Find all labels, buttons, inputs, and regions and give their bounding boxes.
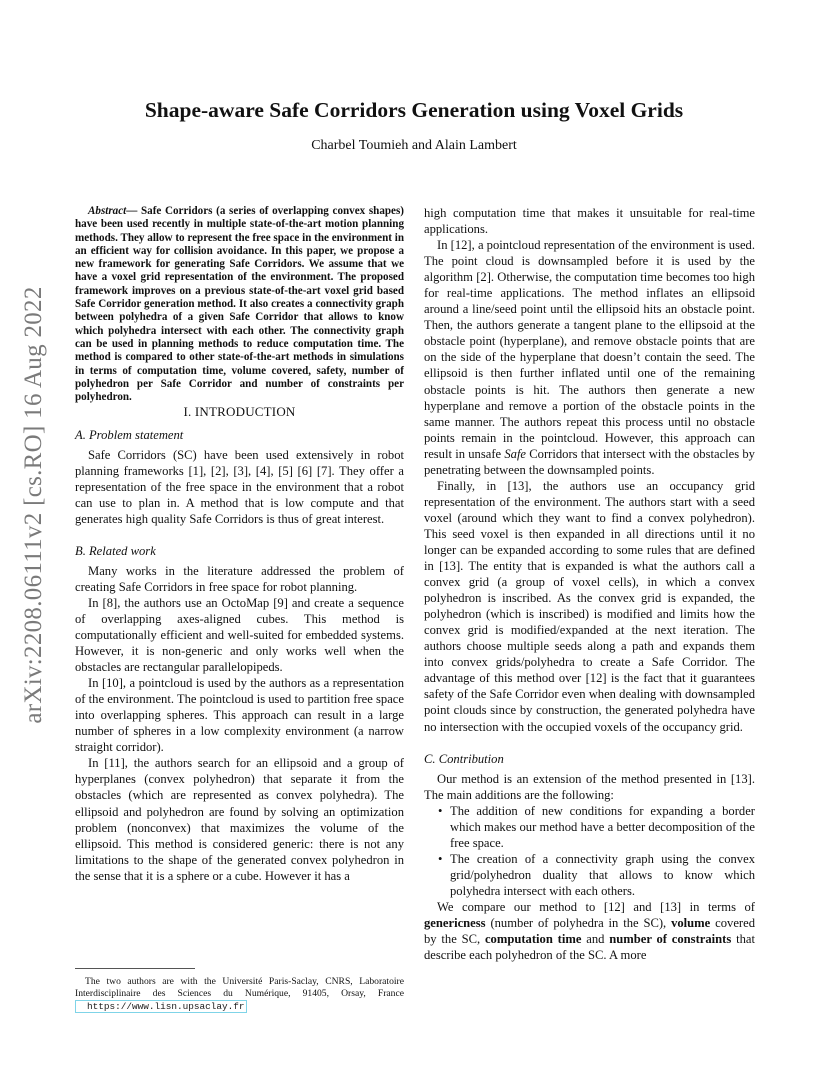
paragraph-text: Corridors that intersect with the obstacles by penetrating between the downsampled points. bbox=[424, 446, 755, 477]
arxiv-identifier: arXiv:2208.06111v2 [cs.RO] 16 Aug 2022 bbox=[20, 286, 47, 724]
section-heading-introduction: I. INTRODUCTION bbox=[183, 404, 296, 420]
paragraph bbox=[424, 237, 755, 478]
paragraph-text: that describe each polyhedron of the SC. A more bbox=[424, 932, 755, 963]
paragraph: Safe Corridors (SC) have been used extensively in robot planning frameworks [1], [2], [3], [4], [5] [6] [7]. They offer a representation of the free space in the environment that a robot can use to plan in. A method that is low compute and that generates high quality Safe Corridors is thus of great interest. bbox=[75, 447, 404, 526]
paper-authors: Charbel Toumieh and Alain Lambert bbox=[311, 138, 517, 153]
footnote-rule bbox=[75, 968, 195, 969]
paragraph: In [10], a pointcloud is used by the authors as a representation of the environment. The pointcloud is used to partition free space into overlapping spheres. This approach can result in a large number of spheres in a low complexity environment (a narrow straight corridor). bbox=[75, 676, 404, 755]
paragraph: In [8], the authors use an OctoMap [9] and create a sequence of overlapping axes-aligned cubes. This method is computationally efficient and well-suited for embedded systems. However, it is non-generic and only works well when the obstacles are rectangular parallelopipeds. bbox=[75, 595, 404, 675]
paragraph: Our method is an extension of the method presented in [13]. The main additions are the following: bbox=[424, 771, 755, 802]
left-column bbox=[75, 205, 404, 884]
right-column bbox=[424, 205, 755, 963]
bold-term: computation time bbox=[484, 932, 582, 947]
contribution-list bbox=[424, 803, 755, 899]
paragraph: Many works in the literature addressed the problem of creating Safe Corridors in free space for robot planning. bbox=[75, 563, 404, 594]
abstract-text: — Safe Corridors (a series of overlapping convex shapes) have been used recently in multiple state-of-the-art motion planning methods. They allow to represent the free space in the environment in an efficient way for collision avoidance. In this paper, we propose a new framework for generating Safe Corridors. We assume that we have a voxel grid representation of the environment. The proposed framework improves on a previous state-of-the-art voxel grid based Safe Corridor generation method. It also creates a connectivity graph between polyhedra of a given Safe Corridor that allows to know which polyhedra intersect with each other. The connectivity graph can be used in planning methods to reduce computation time. The method is compared to other state-of-the-art methods in simulations in terms of computation time, volume covered, safety, number of polyhedron per Safe Corridor and number of constraints per polyhedron. bbox=[75, 205, 404, 404]
footnote bbox=[75, 976, 404, 1013]
subsection-problem-statement: A. Problem statement bbox=[75, 427, 184, 442]
list-item: • The addition of new conditions for expanding a border which makes our method have a better decomposition of the free space. bbox=[450, 803, 755, 851]
arxiv-sidebar bbox=[0, 0, 68, 1072]
paper-title: Shape-aware Safe Corridors Generation using Voxel Grids bbox=[144, 98, 684, 122]
paragraph bbox=[424, 899, 755, 963]
paragraph-text: (number of polyhedra in the SC), bbox=[490, 916, 667, 931]
paragraph-text: We compare our method to [12] and [13] in terms of bbox=[437, 899, 755, 914]
paragraph-text: In [12], a pointcloud representation of the environment is used. The point cloud is downsampled before it is used by the algorithm [2]. Otherwise, the computation time becomes too high for real-time applications. The method inflates an ellipsoid around a line/seed point until the ellipsoid hits an obstacle point. Then, the authors generate a tangent plane to the ellipsoid at the obstacle point (hyperplane), and remove obstacle points that are on the side of the hyperplane that doesn’t contain the seed. The ellipsoid is then further inflated until one of the remaining obstacle points is hit. The authors then generate a new hyperplane and remove a portion of the obstacle points in the same manner. The authors repeat this process until no obstacle points remain in the pointcloud. However, this approach can result in unsafe bbox=[424, 238, 755, 461]
abstract-label: Abstract bbox=[88, 205, 127, 217]
bold-term: volume bbox=[671, 916, 711, 931]
bold-term: genericness bbox=[424, 916, 486, 931]
paragraph-text: and bbox=[586, 932, 605, 947]
affiliation-link[interactable]: https://www.lisn.upsaclay.fr bbox=[75, 1000, 247, 1013]
abstract bbox=[75, 205, 404, 404]
bold-term: number of constraints bbox=[609, 932, 732, 947]
list-item: • The creation of a connectivity graph using the convex grid/polyhedron duality that allows to know which polyhedra intersect with each others. bbox=[450, 851, 755, 899]
paragraph: high computation time that makes it unsuitable for real-time applications. bbox=[424, 206, 755, 237]
paragraph: In [11], the authors search for an ellipsoid and a group of hyperplanes (convex polyhedron) that separate it from the obstacles (which are represented as convex polyhedra). The ellipsoid and polyhedron are found by solving an optimization problem (nonconvex) that maximizes the volume of the ellipsoid. This method is considered generic: there is not any limitations to the shape of the generated convex polyhedron in the sense that it is a sphere or a cube. However it has a bbox=[75, 756, 404, 883]
footnote-affiliation: The two authors are with the Université Paris-Saclay, CNRS, Laboratoire Interdisciplinaire des Sciences du Numérique, 91405, Orsay, France bbox=[75, 976, 404, 999]
subsection-contribution: C. Contribution bbox=[424, 751, 504, 766]
subsection-related-work: B. Related work bbox=[75, 543, 156, 558]
paragraph: Finally, in [13], the authors use an occupancy grid representation of the environment. The authors start with a seed voxel (around which they want to find a convex polyhedron). This seed voxel is then expanded in all directions until it no longer can be expanded according to some rules that are defined in [13]. The entity that is expanded is what the authors call a convex grid (a group of voxel cells), in which a convex polyhedron is inscribed. As the convex grid is expanded, the polyhedron (which is inscribed) is modified and limits how the convex grid is modified/expanded at the next iteration. The authors choose multiple seeds along a path and expands them into convex grids/polyhedra to create a Safe Corridor. The advantage of this method over [12] is the fact that it guarantees safety of the Safe Corridor even when dealing with downsampled point clouds since by construction, the generated polyhedra have no intersection with the occupied voxels of the occupancy grid. bbox=[424, 478, 755, 734]
emphasis: Safe bbox=[504, 446, 527, 461]
paragraph-text: covered by the SC, bbox=[424, 916, 755, 947]
footnote-text bbox=[75, 976, 404, 1013]
